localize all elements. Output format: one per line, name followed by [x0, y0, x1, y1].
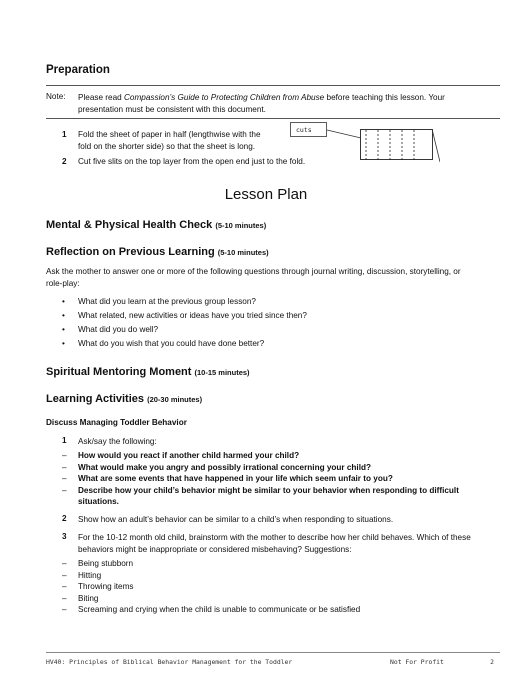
- learning-heading: Learning Activities (20-30 minutes): [46, 393, 203, 405]
- spiritual-heading: Spiritual Mentoring Moment (10-15 minutes): [46, 366, 250, 378]
- list-item: – What would make you angry and possibly irrational concerning your child?: [62, 462, 492, 474]
- lesson-plan-title: Lesson Plan: [224, 186, 308, 203]
- footer: [46, 658, 494, 666]
- footer-notice: Not For Profit: [390, 658, 444, 666]
- list-item: – Hitting: [62, 570, 492, 582]
- reflection-questions: [46, 295, 307, 351]
- list-item: – Being stubborn: [62, 558, 492, 570]
- divider: [46, 85, 500, 86]
- discussion-questions: [62, 450, 492, 508]
- guide-title: Compassion’s Guide to Protecting Children from Abuse: [123, 93, 325, 102]
- list-item: • What did you do well?: [46, 323, 307, 337]
- list-item: – Biting: [62, 593, 492, 605]
- cuts-label: cuts: [296, 126, 312, 134]
- reflection-heading: Reflection on Previous Learning (5-10 minutes): [46, 246, 269, 258]
- page-number: 2: [490, 658, 494, 666]
- list-item: • What related, new activities or ideas have you tried since then?: [46, 309, 307, 323]
- reflection-intro: Ask the mother to answer one or more of the following questions through journal writing, discussion, storytelling, or role-play:: [46, 267, 461, 288]
- list-item: • What do you wish that you could have done better?: [46, 337, 307, 351]
- list-item: – How would you react if another child harmed your child?: [62, 450, 492, 462]
- note-text: Please read Compassion’s Guide to Protecting Children from Abuse before teaching this lesson. Your presentation must be consistent with this document.: [78, 93, 445, 114]
- preparation-heading: Preparation: [46, 64, 110, 76]
- prep-step: 1 Fold the sheet of paper in half (lengthwise with the fold on the shorter side) so that the sheet is long.: [62, 130, 261, 151]
- activity-item: 3 For the 10-12 month old child, brainstorm with the mother to describe how her child behaves. Which of these behaviors might be inappropriate or considered misbehaving? Suggestions:: [62, 532, 471, 554]
- health-check-heading: Mental & Physical Health Check (5-10 minutes): [46, 219, 267, 231]
- list-item: – Throwing items: [62, 581, 492, 593]
- learning-subheading: Discuss Managing Toddler Behavior: [46, 418, 187, 427]
- list-item: – Screaming and crying when the child is unable to communicate or be satisfied: [62, 604, 492, 616]
- note-label: Note:: [46, 92, 66, 101]
- divider: [46, 118, 500, 119]
- behavior-suggestions: [62, 558, 492, 616]
- fold-diagram: [290, 122, 440, 164]
- list-item: • What did you learn at the previous group lesson?: [46, 295, 307, 309]
- activity-item: 2 Show how an adult’s behavior can be similar to a child’s when responding to situations.: [62, 514, 394, 524]
- list-item: – What are some events that have happened in your life which seem unfair to you?: [62, 473, 492, 485]
- list-item: – Describe how your child’s behavior might be similar to your behavior when responding to difficult situations.: [62, 485, 492, 508]
- footer-course-title: HV40: Principles of Biblical Behavior Management for the Toddler: [46, 658, 293, 666]
- prep-step: 2 Cut five slits on the top layer from the open end just to the fold.: [62, 157, 306, 166]
- footer-divider: [46, 652, 500, 653]
- activity-item: 1 Ask/say the following:: [62, 436, 157, 446]
